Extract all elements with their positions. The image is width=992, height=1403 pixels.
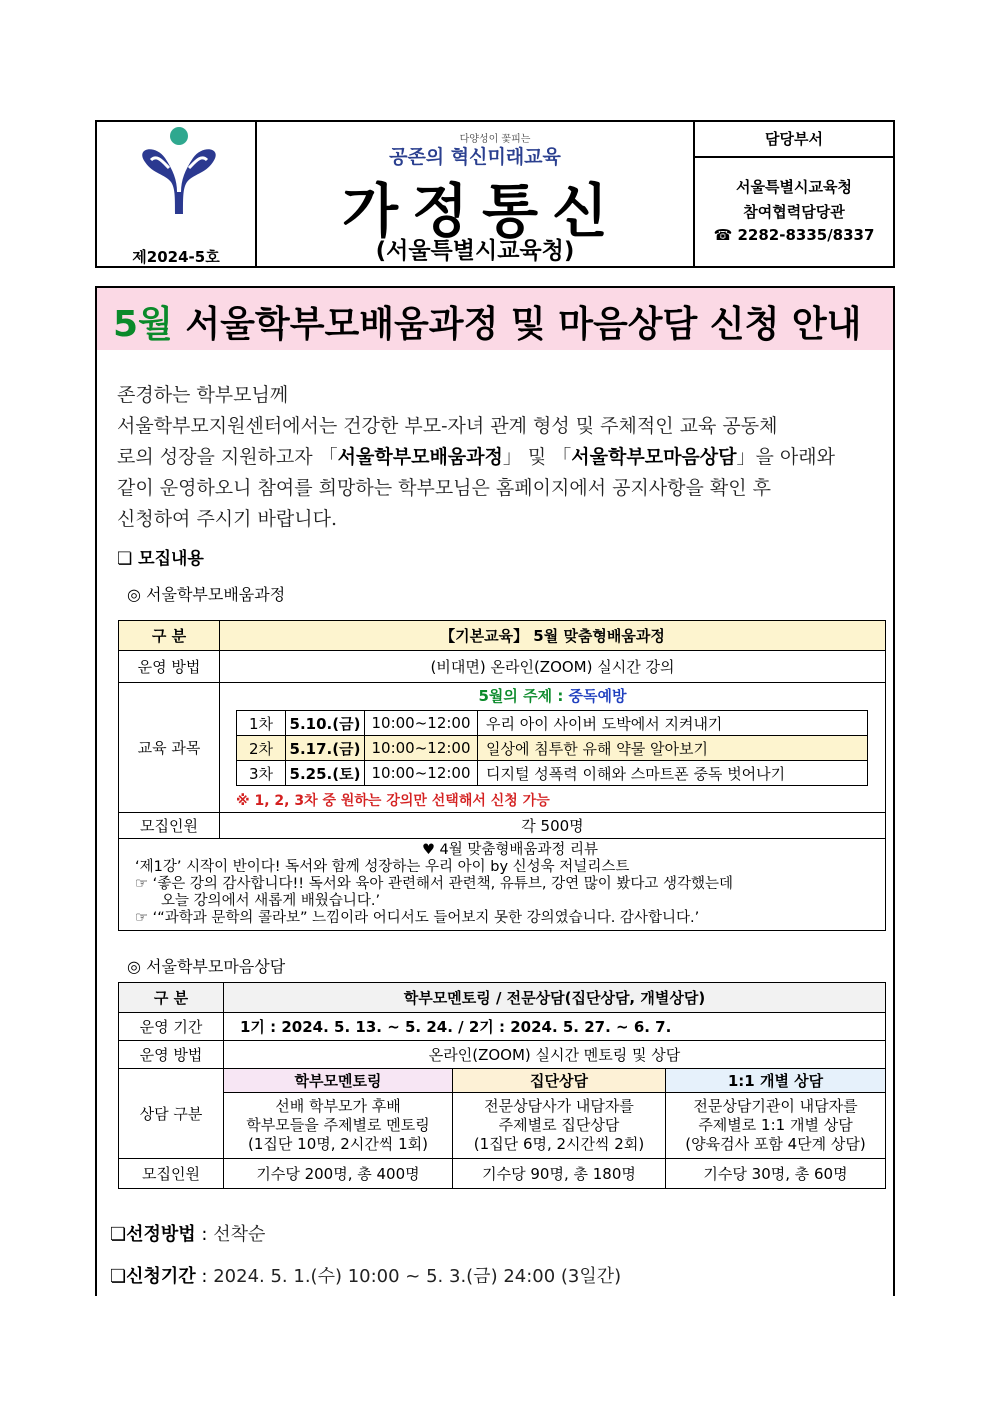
notice-title [113, 296, 861, 347]
review-line: ‘제1강’ 시작이 반이다! 독서와 함께 성장하는 우리 아이 by 신성욱 저널리스트 [135, 859, 630, 875]
department-office: 참여협력담당관 [743, 203, 845, 221]
course-subject-label: 교육 과목 [119, 683, 220, 813]
course-theme-value: 중독예방 [568, 687, 627, 705]
course-subject-cell [220, 683, 886, 813]
review-title: ♥ 4월 맞춤형배움과정 리뷰 [421, 842, 599, 858]
issue-number: 제2024-5호 [132, 248, 220, 266]
apply-value: 2024. 5. 1.(수) 10:00 ~ 5. 3.(금) 24:00 (3일간) [213, 1266, 622, 1287]
review-line: 오늘 강의에서 새롭게 배웠습니다.’ [161, 893, 381, 909]
counsel-table [118, 982, 886, 1189]
counsel-quota-label: 모집인원 [119, 1159, 224, 1189]
counsel-quota-individual: 기수당 30명, 총 60명 [666, 1159, 886, 1189]
counsel-quota-mentoring: 기수당 200명, 총 400명 [224, 1159, 453, 1189]
course-name-highlight: 서울학부모배움과정 [337, 446, 503, 468]
counsel-header-value: 학부모멘토링 / 전문상담(집단상담, 개별상담) [224, 983, 886, 1013]
apply-label: ❏신청기간 [110, 1266, 196, 1287]
selection-value: 선착순 [213, 1224, 266, 1245]
selection-label: ❏선정방법 [110, 1224, 196, 1245]
apply-period: ❏신청기간 : 2024. 5. 1.(수) 10:00 ~ 5. 3.(금) 24:00 (3일간) [110, 1266, 622, 1287]
course-subtitle: ◎ 서울학부모배움과정 [127, 585, 286, 604]
counsel-type-individual: 1:1 개별 상담 [666, 1069, 886, 1093]
greeting: 존경하는 학부모님께 [117, 384, 289, 406]
body-line-2: 로의 성장을 지원하고자 「서울학부모배움과정」 및 「서울학부모마음상담」을 아래와 [117, 446, 835, 468]
course-theme: 5월의 주제 : 중독예방 [478, 687, 627, 705]
counsel-desc-group: 전문상담사가 내담자를 주제별로 집단상담 (1집단 6명, 2시간씩 2회) [453, 1093, 666, 1159]
course-table [118, 620, 886, 931]
title-cell [257, 122, 693, 266]
course-quota-value: 각 500명 [220, 813, 886, 839]
notice-title-month: 5월 [113, 304, 173, 345]
counsel-type-group: 집단상담 [453, 1069, 666, 1093]
session-row: 2차 5.17.(금) 10:00~12:00 일상에 침투한 유해 약물 알아보기 [237, 736, 868, 761]
notice-box [95, 286, 895, 1296]
counsel-desc-individual: 전문상담기관이 내담자를 주제별로 1:1 개별 상담 (양육검사 포함 4단계 상담) [666, 1093, 886, 1159]
session-row: 3차 5.25.(토) 10:00~12:00 디지털 성폭력 이해와 스마트폰 중독 벗어나기 [237, 761, 868, 786]
counsel-period-value: 1기 : 2024. 5. 13. ~ 5. 24. / 2기 : 2024. 5. 27. ~ 6. 7. [224, 1013, 886, 1041]
counsel-method-value: 온라인(ZOOM) 실시간 멘토링 및 상담 [224, 1041, 886, 1069]
body-line-1: 서울학부모지원센터에서는 건강한 부모-자녀 관계 형성 및 주체적인 교육 공동체 [117, 415, 778, 437]
newsletter-header [95, 120, 895, 268]
publisher: (서울특별시교육청) [375, 238, 575, 264]
session-row: 1차 5.10.(금) 10:00~12:00 우리 아이 사이버 도박에서 지켜내기 [237, 711, 868, 736]
session-table [236, 710, 868, 786]
seoul-education-logo-icon [131, 122, 227, 228]
counsel-subtitle: ◎ 서울학부모마음상담 [127, 957, 286, 976]
counsel-method-label: 운영 방법 [119, 1041, 224, 1069]
course-note: ※ 1, 2, 3차 중 원하는 강의만 선택해서 신청 가능 [236, 793, 550, 809]
notice-title-bar [97, 288, 893, 350]
counsel-name-highlight: 서울학부모마음상담 [571, 446, 737, 468]
department-label: 담당부서 [695, 122, 893, 158]
counsel-type-label: 상담 구분 [119, 1069, 224, 1159]
department-phone: ☎ 2282-8335/8337 [713, 226, 875, 244]
counsel-period-label: 운영 기간 [119, 1013, 224, 1041]
review-line: ☞ ‘“과학과 문학의 콜라보” 느낌이라 어디서도 들어보지 못한 강의였습니다. 감사합니다.’ [135, 910, 700, 926]
body-line-3: 같이 운영하오니 참여를 희망하는 학부모님은 홈페이지에서 공지사항을 확인 후 [117, 477, 772, 499]
department-name: 서울특별시교육청 [736, 178, 852, 196]
notice-body [117, 380, 877, 535]
notice-title-rest: 서울학부모배움과정 및 마음상담 신청 안내 [172, 304, 862, 345]
course-header-value: 【기본교육】 5월 맞춤형배움과정 [220, 621, 886, 651]
section-recruit: ❏ 모집내용 [117, 549, 204, 569]
counsel-header-label: 구 분 [119, 983, 224, 1013]
counsel-desc-mentoring: 선배 학부모가 후배 학부모들을 주제별로 멘토링 (1집단 10명, 2시간씩 1회) [224, 1093, 453, 1159]
counsel-type-mentoring: 학부모멘토링 [224, 1069, 453, 1093]
department-cell [693, 122, 893, 266]
course-method-value: (비대면) 온라인(ZOOM) 실시간 강의 [220, 651, 886, 683]
selection-method: ❏선정방법 : 선착순 [110, 1224, 266, 1245]
logo-cell [97, 122, 257, 266]
course-quota-label: 모집인원 [119, 813, 220, 839]
course-review [119, 839, 886, 931]
newsletter-title: 가정통신 [341, 177, 623, 245]
course-method-label: 운영 방법 [119, 651, 220, 683]
counsel-quota-group: 기수당 90명, 총 180명 [453, 1159, 666, 1189]
slogan: 공존의 혁신미래교육 [389, 146, 561, 168]
slogan-small: 다양성이 꽃피는 [459, 134, 531, 145]
body-line-4: 신청하여 주시기 바랍니다. [117, 508, 338, 530]
review-line: ☞ ‘좋은 강의 감사합니다!! 독서와 육아 관련해서 관련책, 유튜브, 강연 많이 봤다고 생각했는데 [135, 876, 734, 892]
course-header-label: 구 분 [119, 621, 220, 651]
